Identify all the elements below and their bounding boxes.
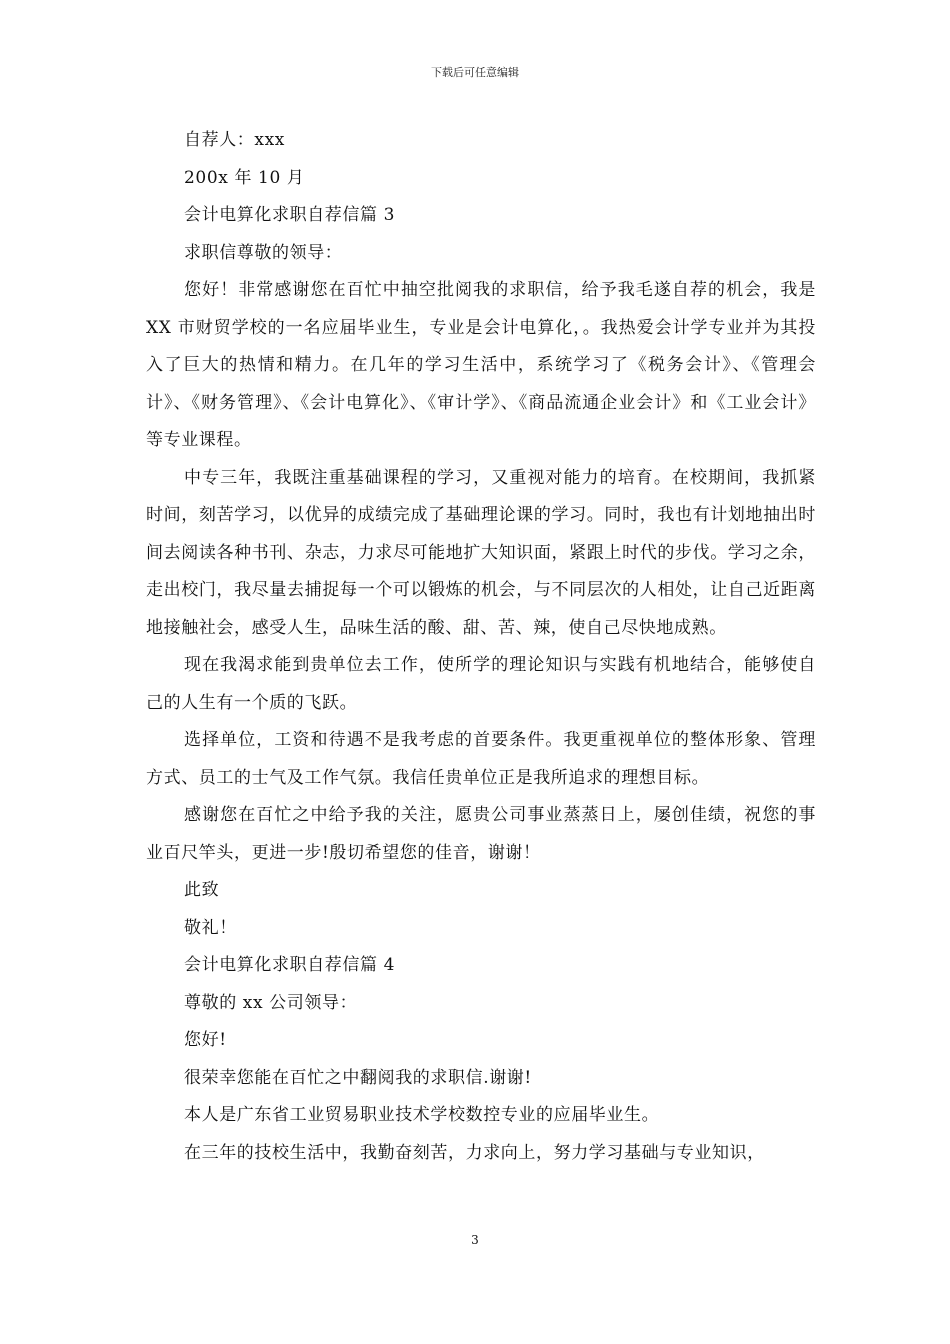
salutation-4: 尊敬的 xx 公司领导： [184,992,358,1013]
page-number: 3 [471,1233,479,1247]
document-body [146,122,816,1172]
body-paragraph: 很荣幸您能在百忙之中翻阅我的求职信.谢谢! [184,1067,532,1088]
signature-line: 自荐人：xxx [184,130,285,150]
body-paragraph: 感谢您在百忙之中给予我的关注，愿贵公司事业蒸蒸日上，屡创佳绩，祝您的事业百尺竿头，更进一步!殷切希望您的佳音，谢谢！ [146,805,816,863]
body-paragraph: 本人是广东省工业贸易职业技术学校数控专业的应届毕业生。 [184,1105,660,1125]
body-paragraph: 选择单位，工资和待遇不是我考虑的首要条件。我更重视单位的整体形象、管理方式、员工的士气及工作气氛。我信任贵单位正是我所追求的理想目标。 [146,730,816,788]
body-paragraph: 中专三年，我既注重基础课程的学习，又重视对能力的培育。在校期间，我抓紧时间，刻苦学习，以优异的成绩完成了基础理论课的学习。同时，我也有计划地抽出时间去阅读各种书刊、杂志，力求尽可能地扩大知识面，紧跟上时代的步伐。学习之余，走出校门，我尽量去捕捉每一个可以锻炼的机会，与不同层次的人相处，让自己近距离地接触社会，感受人生，品味生活的酸、甜、苦、辣，使自己尽快地成熟。 [146,467,816,638]
greeting-line: 您好! [184,1030,227,1050]
body-paragraph: 您好！非常感谢您在百忙中抽空批阅我的求职信，给予我毛遂自荐的机会，我是 XX 市财贸学校的一名应届毕业生，专业是会计电算化，。我热爱会计学专业并为其投入了巨大的热情和精力。在几年的学习生活中，系统学习了《税务会计》、《管理会计》、《财务管理》、《会计电算化》、《审计学》、《商品流通企业会计》和《工业会计》等专业课程。 [146,280,816,450]
body-paragraph: 在三年的技校生活中，我勤奋刻苦，力求向上，努力学习基础与专业知识， [184,1142,765,1163]
body-paragraph: 现在我渴求能到贵单位去工作，使所学的理论知识与实践有机地结合，能够使自己的人生有一个质的飞跃。 [146,655,816,713]
page-header-note: 下载后可任意编辑 [431,66,519,79]
section-title-4: 会计电算化求职自荐信篇 4 [184,955,396,975]
date-line: 200x 年 10 月 [184,167,305,188]
salutation-3: 求职信尊敬的领导： [184,242,343,263]
closing-line: 此致 [184,880,220,900]
closing-line: 敬礼！ [184,917,237,938]
section-title-3: 会计电算化求职自荐信篇 3 [184,205,396,225]
